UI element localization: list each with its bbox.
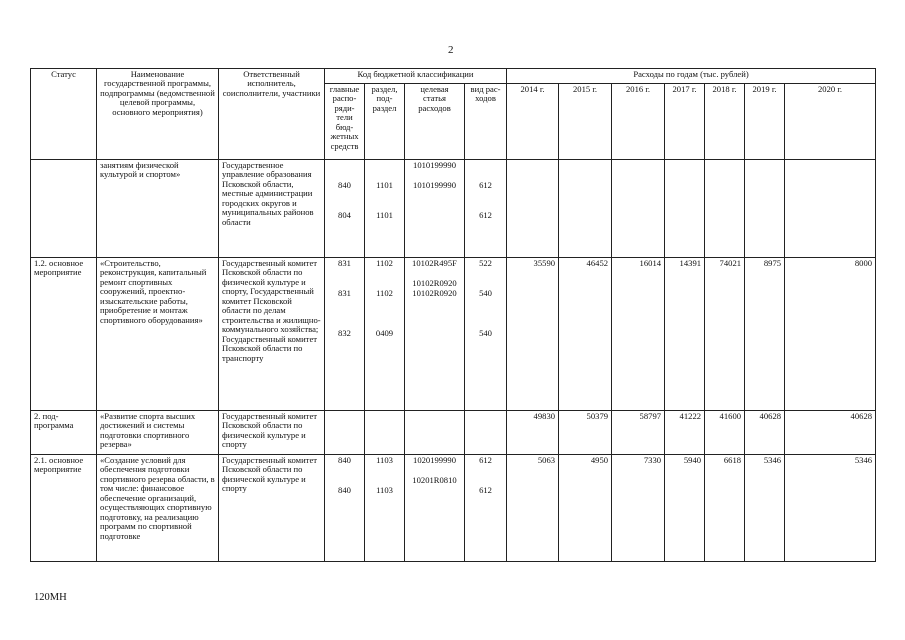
grbs-value: 831: [338, 258, 351, 268]
responsible-cell: Государственный комитет Псковской области по физической культуре и спорту: [219, 411, 325, 455]
grbs-cell: [325, 411, 365, 455]
year-value-cell: [785, 160, 876, 258]
target-value: [408, 201, 461, 211]
year-header: 2016 г.: [612, 84, 665, 160]
grbs-value: 804: [338, 210, 351, 220]
exp-type-cell: [465, 160, 507, 258]
target-value: [408, 309, 461, 319]
section-value: [368, 466, 401, 476]
table-row: [31, 455, 876, 562]
col-grbs-header: главные распо-ряди-тели бюд-жетных средств: [325, 84, 365, 160]
exp-type-value: 540: [479, 288, 492, 298]
col-name-header: Наименование государственной программы, подпрограммы (ведомственной целевой программы, основного мероприятия): [97, 69, 219, 160]
year-value-cell: 4950: [559, 455, 612, 562]
target-value: 10201R0810: [412, 475, 457, 485]
exp-type-cell: [465, 411, 507, 455]
grbs-value: [328, 269, 361, 279]
year-value-cell: 41600: [705, 411, 745, 455]
year-value-cell: 46452: [559, 258, 612, 411]
grbs-value: [328, 466, 361, 476]
year-value-cell: 14391: [665, 258, 705, 411]
table-row: [31, 411, 876, 455]
exp-type-value: [468, 309, 503, 319]
status-cell: 2. под-программа: [31, 411, 97, 455]
year-value-cell: 16014: [612, 258, 665, 411]
year-header: 2015 г.: [559, 84, 612, 160]
exp-type-value: [468, 161, 503, 171]
section-value: [368, 269, 401, 279]
grbs-value: [328, 412, 361, 422]
responsible-cell: Государственный комитет Псковской области по физической культуре и спорту: [219, 455, 325, 562]
col-responsible-header: Ответственный исполнитель, соисполнители, участники: [219, 69, 325, 160]
year-value-cell: [612, 160, 665, 258]
grbs-cell: [325, 160, 365, 258]
page-number: 2: [448, 44, 454, 56]
section-value: [368, 299, 401, 309]
col-exptype-header: вид рас-ходов: [465, 84, 507, 160]
target-value: 1020199990: [413, 455, 456, 465]
year-value-cell: 5346: [745, 455, 785, 562]
name-cell: «Создание условий для обеспечения подготовки спортивного резерва области, в том числе: финансовое обеспечение организаций, осуществляющих спортивную подготовку, на реализацию программ по спортивной подготовке: [97, 455, 219, 562]
grbs-cell: [325, 455, 365, 562]
year-value-cell: 6618: [705, 455, 745, 562]
exp-type-value: 612: [479, 180, 492, 190]
exp-type-cell: [465, 258, 507, 411]
section-value: [368, 309, 401, 319]
year-value-cell: 74021: [705, 258, 745, 411]
section-value: 1103: [376, 455, 393, 465]
target-value: [408, 299, 461, 309]
year-value-cell: 8975: [745, 258, 785, 411]
exp-type-cell: [465, 455, 507, 562]
grbs-value: 840: [338, 485, 351, 495]
expenses-header: Расходы по годам (тыс. рублей): [507, 69, 876, 84]
target-cell: [405, 411, 465, 455]
section-value: 1102: [376, 258, 393, 268]
section-value: 1103: [376, 485, 393, 495]
section-cell: [365, 258, 405, 411]
exp-type-value: [468, 412, 503, 422]
grbs-value: 832: [338, 328, 351, 338]
budget-table: [30, 68, 876, 562]
name-cell: «Строительство, реконструкция, капитальный ремонт спортивных сооружений, проектно-изыскательские работы, приобретение и монтаж спортивного оборудования»: [97, 258, 219, 411]
target-value: [408, 329, 461, 339]
col-section-header: раздел, под-раздел: [365, 84, 405, 160]
section-value: 1101: [376, 210, 393, 220]
exp-type-value: [468, 269, 503, 279]
grbs-value: [328, 161, 361, 171]
year-value-cell: [507, 160, 559, 258]
year-value-cell: 5940: [665, 455, 705, 562]
year-value-cell: 41222: [665, 411, 705, 455]
footer-code: 120МН: [34, 592, 67, 603]
exp-type-value: 612: [479, 485, 492, 495]
name-cell: занятиям физической культурой и спортом»: [97, 160, 219, 258]
year-value-cell: 58797: [612, 411, 665, 455]
target-value: [408, 412, 461, 422]
year-value-cell: 49830: [507, 411, 559, 455]
year-value-cell: 7330: [612, 455, 665, 562]
grbs-value: [328, 191, 361, 201]
exp-type-value: 540: [479, 328, 492, 338]
target-value: [408, 191, 461, 201]
responsible-cell: Государственный комитет Псковской области по физической культуре и спорту, Государственный комитет Псковской области по делам строительства и жилищно-коммунального хозяйства; Государственный комитет Псковской области по транспорту: [219, 258, 325, 411]
table-row: [31, 160, 876, 258]
name-cell: «Развитие спорта высших достижений и системы подготовки спортивного резерва»: [97, 411, 219, 455]
year-header: 2019 г.: [745, 84, 785, 160]
grbs-value: [328, 309, 361, 319]
bcc-header: Код бюджетной классификации: [325, 69, 507, 84]
exp-type-value: 612: [479, 455, 492, 465]
year-value-cell: [705, 160, 745, 258]
grbs-value: 840: [338, 455, 351, 465]
exp-type-value: 612: [479, 210, 492, 220]
year-value-cell: [559, 160, 612, 258]
table-row: [31, 258, 876, 411]
section-value: [368, 161, 401, 171]
grbs-value: [328, 299, 361, 309]
grbs-cell: [325, 258, 365, 411]
year-value-cell: 35590: [507, 258, 559, 411]
section-value: [368, 412, 401, 422]
col-target-header: целевая статья расходов: [405, 84, 465, 160]
target-value: [408, 211, 461, 221]
year-value-cell: 40628: [785, 411, 876, 455]
target-value: 10102R0920: [412, 278, 457, 288]
target-value: 10102R0920: [412, 288, 457, 298]
exp-type-value: [468, 191, 503, 201]
target-value: 1010199990: [413, 180, 456, 190]
exp-type-value: [468, 299, 503, 309]
header-row-1: [31, 69, 876, 84]
target-cell: [405, 160, 465, 258]
target-cell: [405, 455, 465, 562]
status-cell: 2.1. основное мероприятие: [31, 455, 97, 562]
target-value: [408, 486, 461, 496]
year-value-cell: 40628: [745, 411, 785, 455]
section-cell: [365, 455, 405, 562]
grbs-value: 831: [338, 288, 351, 298]
section-value: 0409: [375, 328, 394, 338]
target-cell: [405, 258, 465, 411]
exp-type-value: [468, 466, 503, 476]
section-value: [368, 191, 401, 201]
year-header: 2014 г.: [507, 84, 559, 160]
year-value-cell: [665, 160, 705, 258]
year-header: 2018 г.: [705, 84, 745, 160]
target-value: 10102R495F: [412, 258, 457, 268]
col-status-header: Статус: [31, 69, 97, 160]
year-value-cell: 50379: [559, 411, 612, 455]
target-value: 1010199990: [413, 160, 456, 170]
grbs-value: 840: [338, 180, 351, 190]
year-value-cell: 8000: [785, 258, 876, 411]
year-header: 2017 г.: [665, 84, 705, 160]
section-value: 1101: [376, 180, 393, 190]
year-value-cell: 5063: [507, 455, 559, 562]
section-value: 1102: [376, 288, 393, 298]
responsible-cell: Государственное управление образования Псковской области, местные администрации городских округов и муниципальных районов области: [219, 160, 325, 258]
target-value: [408, 319, 461, 329]
status-cell: 1.2. основное мероприятие: [31, 258, 97, 411]
section-cell: [365, 160, 405, 258]
section-cell: [365, 411, 405, 455]
status-cell: [31, 160, 97, 258]
year-value-cell: [745, 160, 785, 258]
exp-type-value: 522: [479, 258, 492, 268]
year-value-cell: 5346: [785, 455, 876, 562]
year-header: 2020 г.: [785, 84, 876, 160]
